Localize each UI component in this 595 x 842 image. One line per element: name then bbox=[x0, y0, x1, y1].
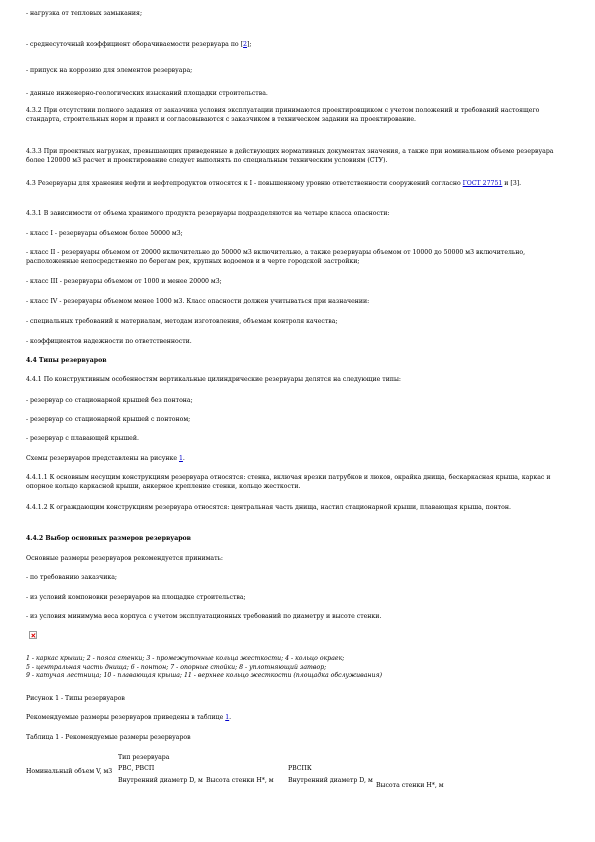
figure-caption: Рисунок 1 - Типы резервуаров bbox=[26, 695, 125, 702]
list-item: - коэффициентов надежности по ответственности. bbox=[26, 338, 192, 345]
paragraph: 4.3.1 В зависимости от объема хранимого продукта резервуары подразделяются на четыре класса опасности: bbox=[26, 210, 390, 217]
list-item: - резервуар с плавающей крышей. bbox=[26, 435, 139, 442]
broken-image-icon bbox=[29, 631, 37, 639]
table-header-cell: Номинальный объем V, м3 bbox=[26, 767, 113, 775]
figure-legend bbox=[26, 655, 382, 681]
legend-line: 1 - каркас крыши; 2 - пояса стенки; 3 - промежуточные кольца жесткости; 4 - кольцо окраек; bbox=[26, 655, 345, 662]
paragraph: 4.4.1 По конструктивным особенностям вертикальные цилиндрические резервуары делятся на следующие типы: bbox=[26, 376, 401, 383]
list-item: - специальных требований к материалам, методам изготовления, объемам контроля качества; bbox=[26, 318, 338, 325]
list-item: - данные инженерно-геологических изысканий площадки строительства. bbox=[26, 90, 268, 97]
table-header-cell: Высота стенки H*, м bbox=[206, 777, 274, 784]
list-item: - нагрузка от тепловых замыкания; bbox=[26, 10, 143, 17]
table-header-cell: Тип резервуара bbox=[118, 754, 170, 761]
paragraph: 4.3.3 При проектных нагрузках, превышающих приведенные в действующих нормативных документах значения, а также при номинальном объеме резервуара более 120000 м3 расчет и проектирование следует выполнять по специальным техническим условиям (СТУ). bbox=[26, 148, 554, 164]
gost-link[interactable]: ГОСТ 27751 bbox=[462, 180, 503, 187]
legend-line: 9 - катучая лестница; 10 - плавающая крыша; 11 - верхнее кольцо жесткости (площадка обслуживания) bbox=[26, 672, 382, 680]
table-header-cell: РВС, РВСП bbox=[118, 764, 155, 772]
paragraph: Рекомендуемые размеры резервуаров приведены в таблице 1. bbox=[26, 714, 232, 721]
list-item: - класс IV - резервуары объемом менее 1000 м3. Класс опасности должен учитываться при назначении: bbox=[26, 298, 370, 305]
paragraph: Схемы резервуаров представлены на рисунке 1. bbox=[26, 455, 185, 462]
paragraph: Основные размеры резервуаров рекомендуется принимать: bbox=[26, 555, 223, 562]
list-item: - класс I - резервуары объемом более 50000 м3; bbox=[26, 230, 183, 237]
reference-link[interactable]: 2 bbox=[243, 41, 247, 48]
table-caption: Таблица 1 - Рекомендуемые размеры резервуаров bbox=[26, 734, 191, 741]
section-heading: 4.4 Типы резервуаров bbox=[26, 357, 107, 364]
dimensions-table bbox=[26, 754, 486, 790]
paragraph: 4.4.1.1 К основным несущим конструкциям резервуара относятся: стенка, включая врезки патрубков и люков, окрайка днища, бескаркасная крыша, каркас и опорное кольцо каркасной крыши, анкерное крепление стенки, кольцо жесткости. bbox=[26, 474, 551, 490]
list-item: - из условия минимума веса корпуса с учетом эксплуатационных требований по диаметру и высоте стенки. bbox=[26, 613, 382, 620]
list-item: - по требованию заказчика; bbox=[26, 574, 117, 581]
figure-link[interactable]: 1 bbox=[178, 455, 183, 462]
paragraph: 4.4.1.2 К ограждающим конструкциям резервуара относятся: центральная часть днища, настил стационарной крыши, плавающая крыша, понтон. bbox=[26, 504, 511, 511]
list-item: - резервуар со стационарной крышей с понтоном; bbox=[26, 416, 191, 423]
list-item: - резервуар со стационарной крышей без понтона; bbox=[26, 397, 193, 404]
table-link[interactable]: 1 bbox=[225, 714, 230, 721]
paragraph: 4.3 Резервуары для хранения нефти и нефтепродуктов относятся к I - повышенному уровню ответственности сооружений согласно ГОСТ 27751 и [3]. bbox=[26, 180, 522, 187]
list-item: - припуск на коррозию для элементов резервуара; bbox=[26, 67, 193, 74]
list-item: - среднесуточный коэффициент оборачиваемости резервуара по [2]; bbox=[26, 41, 252, 48]
table-header-cell: Внутренний диаметр D, м bbox=[288, 777, 373, 784]
table-header-cell: Внутренний диаметр D, м bbox=[118, 777, 203, 784]
section-heading: 4.4.2 Выбор основных размеров резервуаров bbox=[26, 535, 191, 542]
table-header-cell: РВСПК bbox=[288, 764, 312, 772]
paragraph: 4.3.2 При отсутствии полного задания от заказчика условия эксплуатации принимаются проектировщиком с учетом положений и требований настоящего стандарта, строительных норм и правил и согласовываются с заказчиком в техническом задании на проектирование. bbox=[26, 107, 540, 123]
table-header-cell bbox=[26, 754, 118, 765]
list-item: - класс III - резервуары объемом от 1000 и менее 20000 м3; bbox=[26, 278, 222, 285]
list-item: - из условий компоновки резервуаров на площадке строительства; bbox=[26, 594, 246, 601]
table-header-cell: Высота стенки H*, м bbox=[376, 782, 444, 789]
list-item: - класс II - резервуары объемом от 20000 включительно до 50000 м3 включительно, а также резервуары объемом от 10000 до 50000 м3 включительно, расположенные непосредственно по берегам рек, крупных водоемов и в черте городской застройки; bbox=[26, 249, 526, 265]
legend-line: 5 - центральная часть днища; 6 - понтон; 7 - опорные стойки; 8 - уплотняющий затвор; bbox=[26, 663, 327, 671]
